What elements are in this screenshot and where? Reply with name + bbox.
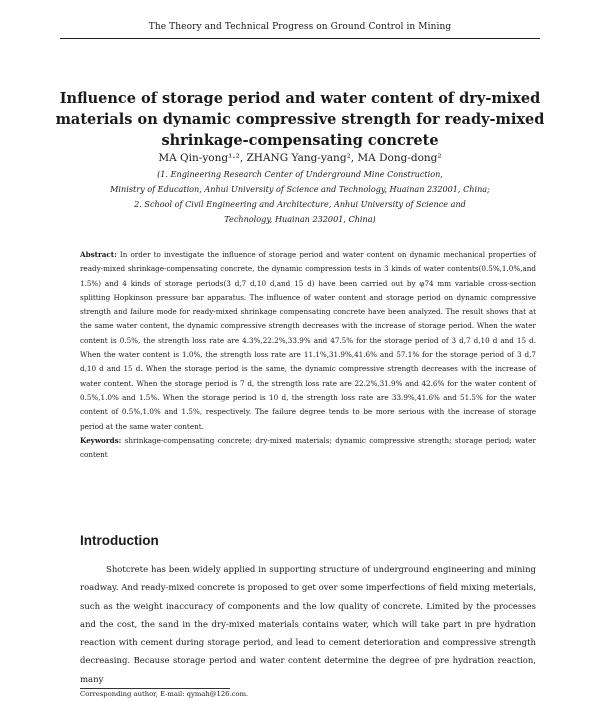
section-heading-introduction: Introduction (80, 533, 159, 548)
running-head: The Theory and Technical Progress on Ground Control in Mining (148, 22, 452, 32)
paper-title: Influence of storage period and water content of dry-mixed materials on dynamic compressive strength for ready-mixed shrinkage-compensating concrete (55, 90, 545, 149)
affiliation-line: (1. Engineering Research Center of Underground Mine Construction, (157, 169, 443, 179)
affiliations (70, 167, 530, 227)
abstract-label: Abstract: (80, 250, 117, 259)
affiliation-line: 2. School of Civil Engineering and Architecture, Anhui University of Science and (134, 199, 466, 209)
keywords-text: shrinkage-compensating concrete; dry-mixed materials; dynamic compressive strength; storage period; water content (80, 435, 536, 460)
abstract-block (80, 248, 536, 462)
author-list: MA Qin-yong¹·², ZHANG Yang-yang², MA Dong-dong² (158, 152, 442, 164)
keywords-paragraph (80, 434, 536, 463)
keywords-label: Keywords: (80, 435, 122, 445)
corresponding-author-footnote: Corresponding author, E-mail: qymah@126.com. (80, 690, 249, 698)
affiliation-line: Ministry of Education, Anhui University of Science and Technology, Huainan 232001, China; (110, 184, 490, 194)
affiliation-line: Technology, Huainan 232001, China) (224, 214, 376, 224)
header-rule (60, 38, 540, 39)
introduction-body (80, 561, 536, 689)
abstract-paragraph (80, 248, 536, 434)
introduction-paragraph: Shotcrete has been widely applied in supporting structure of underground engineering and mining roadway. And ready-mixed concrete is proposed to get over some imperfections of field mixing meterials, such as the weight inaccuracy of components and the low quality of concrete. Limited by the processes and the cost, the sand in the dry-mixed materials contains water, which will take part in pre hydration reaction with cement during storage period, and lead to cement deterioration and compressive strength decreasing. Because storage period and water content determine the degree of pre hydration reaction, many (80, 565, 536, 685)
footnote-rule (80, 688, 230, 689)
abstract-text: In order to investigate the influence of storage period and water content on dynamic mechanical properties of ready-mixed shrinkage-compensating concrete, the dynamic compression tests in 3 kinds of water contents(0.5%,1.0%,and 1.5%) and 4 kinds of storage periods(3 d,7 d,10 d,and 15 d) have been carried out by φ74 mm variable cross-section splitting Hopkinson pressure bar apparatus. The influence of water content and storage period on dynamic compressive strength and failure mode for ready-mixed shrinkage compensating concrete have been analyzed. The result shows that at the same water content, the dynamic compressive strength decreases with the increase of storage period. When the water content is 0.5%, the strength loss rate are 4.3%,22.2%,33.9% and 47.5% for the storage period of 3 d,7 d,10 d and 15 d. When the water content is 1.0%, the strength loss rate are 11.1%,31.9%,41.6% and 57.1% for the storage period of 3 d,7 d,10 d and 15 d. When the storage period is the same, the dynamic compressive strength decreases with the increase of water content. When the storage period is 7 d, the strength loss rate are 22.2%,31.9% and 42.6% for the water content of 0.5%,1.0% and 1.5%. When the storage period is 10 d, the strength loss rate are 33.9%,41.6% and 51.5% for the water content of 0.5%,1.0% and 1.5%, respectively. The failure degree tends to be more serious with the increase of storage period at the same water content. (80, 250, 536, 431)
